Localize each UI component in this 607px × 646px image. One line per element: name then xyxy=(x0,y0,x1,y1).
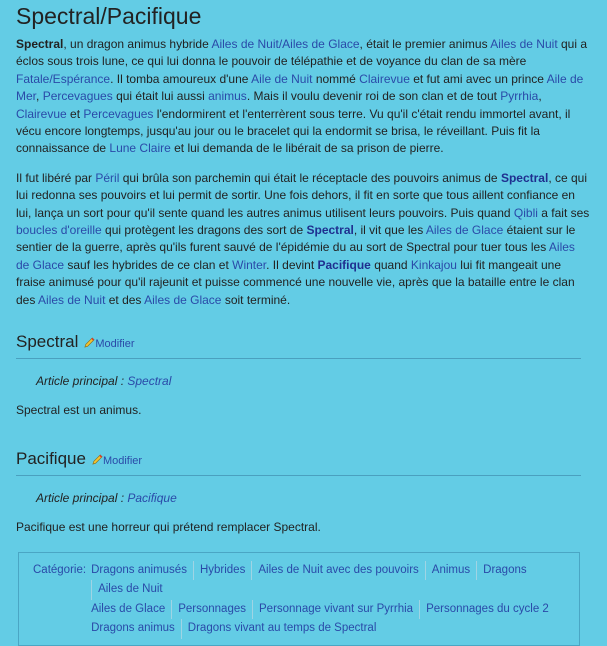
category-link[interactable]: Animus xyxy=(431,563,471,576)
text-run: qui brûla son parchemin qui était le réceptacle des pouvoirs animus de xyxy=(119,170,501,185)
inline-link[interactable]: Winter xyxy=(232,257,267,272)
categories-label[interactable]: Catégorie: xyxy=(33,563,87,576)
category-item xyxy=(252,600,419,620)
inline-link[interactable]: Ailes de Glace xyxy=(16,240,575,272)
text-run: et lui demanda de le libérait de sa prison de pierre. xyxy=(170,141,444,156)
category-item xyxy=(419,600,555,620)
text-run: soit terminé. xyxy=(221,292,291,307)
text-run: a fait ses xyxy=(537,205,590,220)
bold-text: Spectral xyxy=(16,37,64,51)
category-link[interactable]: Personnage vivant sur Pyrrhia xyxy=(259,602,414,615)
inline-link[interactable]: Qibli xyxy=(513,205,538,220)
inline-link[interactable]: Aile de Nuit xyxy=(251,71,313,86)
section-heading xyxy=(16,331,581,359)
category-item xyxy=(425,561,476,581)
category-link[interactable]: Dragons animusés xyxy=(91,563,187,576)
category-link[interactable]: Dragons vivant au temps de Spectral xyxy=(187,622,377,635)
text-run: étaient sur le sentier de la guerre, après qu'ils furent sauvé de l'épidémie du au sort de Spectral pour tuer tous les xyxy=(16,223,576,255)
inline-link[interactable]: Péril xyxy=(95,170,120,185)
category-link[interactable]: Ailes de Glace xyxy=(91,602,166,615)
main-article-prefix: Article principal : xyxy=(36,374,128,389)
category-link[interactable]: Personnages du cycle 2 xyxy=(426,602,549,615)
category-link[interactable]: Ailes de Nuit xyxy=(98,583,163,596)
category-item xyxy=(251,561,424,581)
inline-link[interactable]: Percevagues xyxy=(83,106,154,121)
page-title: Spectral/Pacifique xyxy=(16,3,202,29)
inline-link[interactable]: Lune Claire xyxy=(109,141,171,156)
section-text: Spectral est un animus. xyxy=(16,403,142,418)
paragraph-history xyxy=(16,170,591,309)
category-link[interactable]: Ailes de Nuit avec des pouvoirs xyxy=(258,563,419,576)
text-run: , xyxy=(538,89,542,104)
category-box xyxy=(18,552,580,646)
text-run: Il fut libéré par xyxy=(16,170,96,185)
paragraph-intro xyxy=(16,36,591,158)
text-run: . Mais il voulu devenir roi de son clan et de tout xyxy=(246,89,501,104)
text-run: et des xyxy=(105,292,145,307)
inline-link[interactable]: Spectral xyxy=(500,170,549,185)
edit-section-button[interactable] xyxy=(84,338,134,350)
inline-link[interactable]: Ailes de Nuit/Ailes de Glace xyxy=(211,37,360,51)
pencil-icon xyxy=(84,337,95,348)
text-run: , était le premier animus xyxy=(359,37,491,51)
main-article-note xyxy=(36,490,591,507)
section-title: Spectral xyxy=(16,332,79,352)
text-run: qui était lui aussi xyxy=(112,89,209,104)
pencil-icon xyxy=(92,454,103,465)
section-title: Pacifique xyxy=(16,448,86,468)
text-run: lui fit mangeait une fraise animusé pour qu'il rajeunit et puisse commencé une nouvelle vie, après que la bataille entre le clan des xyxy=(16,257,575,307)
inline-link[interactable]: Aile de Mer xyxy=(16,71,584,104)
section-text: Pacifique est une horreur qui prétend remplacer Spectral. xyxy=(16,519,321,534)
category-link[interactable]: Personnages xyxy=(178,602,246,615)
main-article-link[interactable]: Pacifique xyxy=(127,490,177,505)
section-spectral xyxy=(16,331,591,419)
category-item xyxy=(91,619,181,639)
main-article-link[interactable]: Spectral xyxy=(127,374,172,389)
section-heading xyxy=(16,448,581,476)
main-article-note xyxy=(36,373,591,390)
text-run: et fut ami avec un prince xyxy=(409,71,547,86)
inline-link[interactable]: Fatale/Espérance xyxy=(16,71,111,86)
text-run: , xyxy=(36,89,43,104)
inline-link[interactable]: Ailes de Nuit xyxy=(490,37,558,51)
category-link[interactable]: Dragons animus xyxy=(91,622,175,635)
text-run: qui protègent les dragons des sort de xyxy=(101,223,307,238)
inline-link[interactable]: Clairevue xyxy=(359,71,410,86)
text-run: , ce qui lui redonna ses pouvoirs et lui permit de sortir. Une fois dehors, il fit en sorte que tous aillent confiance en lui, lança un sort pour qu'il sente quand les autres animus utilisent leurs pouvoirs. Puis quand xyxy=(16,170,588,220)
text-run: , il vit que les xyxy=(353,223,426,238)
section-pacifique xyxy=(16,448,591,536)
category-item xyxy=(91,580,169,600)
category-item xyxy=(476,561,532,581)
inline-link[interactable]: animus xyxy=(208,89,247,104)
inline-link[interactable]: Pacifique xyxy=(317,257,371,272)
edit-label: Modifier xyxy=(95,338,135,351)
text-run: sauf les hybrides de ce clan et xyxy=(64,257,233,272)
category-link[interactable]: Dragons xyxy=(483,563,527,576)
category-item xyxy=(193,561,251,581)
category-item xyxy=(91,561,193,581)
category-item xyxy=(171,600,252,620)
inline-link[interactable]: boucles d'oreille xyxy=(16,223,102,238)
edit-section-button[interactable] xyxy=(92,455,142,467)
inline-link[interactable]: Ailes de Nuit xyxy=(38,292,106,307)
category-item xyxy=(181,619,383,639)
edit-label: Modifier xyxy=(102,454,143,467)
text-run: qui a éclos sous trois lune, ce qui lui donna le pouvoir de télépathie et de voyance du clan de sa mère xyxy=(16,37,588,69)
main-article-prefix: Article principal : xyxy=(36,490,128,505)
inline-link[interactable]: Spectral xyxy=(306,223,354,238)
category-item xyxy=(91,600,171,620)
inline-link[interactable]: Clairevue xyxy=(16,106,67,121)
inline-link[interactable]: Ailes de Glace xyxy=(144,292,222,307)
inline-link[interactable]: Pyrrhia xyxy=(500,89,539,104)
text-run: . Il devint xyxy=(266,257,318,272)
text-run: , un dragon animus hybride xyxy=(63,37,212,51)
text-run: l'endormirent et l'enterrèrent sous terre. Vu qu'il c'était rendu immortel avant, il vécu encore longtemps, jusqu'au jour ou le bracelet qui la endormit se brisa, le réveillant. Puis fit la connaissance de xyxy=(16,106,571,156)
text-run: et xyxy=(66,106,84,121)
text-run: nommé xyxy=(312,71,360,86)
text-run: . Il tomba amoureux d'une xyxy=(110,71,252,86)
inline-link[interactable]: Percevagues xyxy=(42,89,113,104)
text-run: quand xyxy=(370,257,411,272)
inline-link[interactable]: Kinkajou xyxy=(410,257,457,272)
inline-link[interactable]: Ailes de Glace xyxy=(425,223,504,238)
category-link[interactable]: Hybrides xyxy=(199,563,246,576)
